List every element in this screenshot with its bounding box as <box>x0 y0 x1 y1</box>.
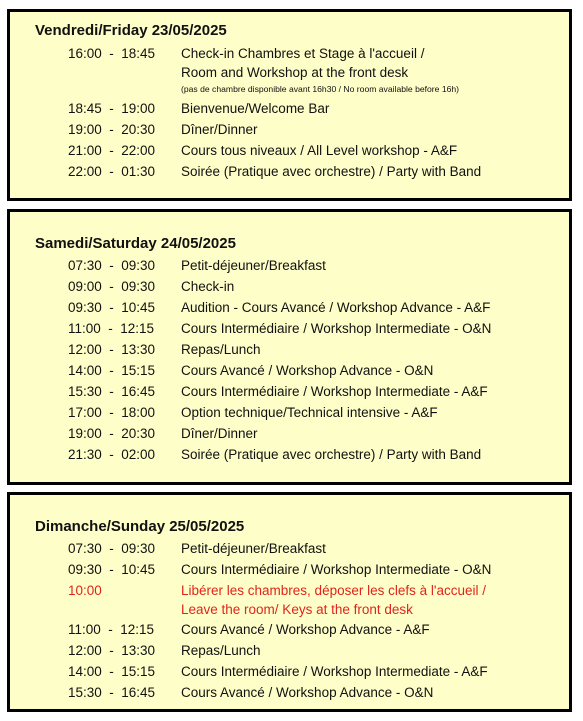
activity: Bienvenue/Welcome Bar <box>181 101 330 116</box>
activity: Audition - Cours Avancé / Workshop Advance - A&F <box>181 300 491 315</box>
time-range: 17:00 - 18:00 <box>68 405 156 420</box>
activity: Repas/Lunch <box>181 342 261 357</box>
day-box-friday <box>7 9 572 201</box>
time-range: 10:00 <box>68 583 102 598</box>
activity-line: Room and Workshop at the front desk <box>181 65 409 80</box>
activity: Cours Avancé / Workshop Advance - A&F <box>181 622 430 637</box>
activity-note: (pas de chambre disponible avant 16h30 / No room available before 16h) <box>181 84 460 94</box>
time-range: 09:00 - 09:30 <box>68 279 156 294</box>
time-range: 14:00 - 15:15 <box>68 363 156 378</box>
time-range: 19:00 - 20:30 <box>68 122 156 137</box>
time-range: 09:30 - 10:45 <box>68 300 156 315</box>
activity: Cours Intermédiaire / Workshop Intermediate - O&N <box>181 321 492 336</box>
time-range: 19:00 - 20:30 <box>68 426 156 441</box>
activity <box>181 45 561 95</box>
time-range: 14:00 - 15:15 <box>68 664 156 679</box>
activity-line: Libérer les chambres, déposer les clefs à l'accueil / <box>181 583 486 598</box>
time-range: 11:00 - 12:15 <box>68 321 155 336</box>
time-range: 16:00 - 18:45 <box>68 46 156 61</box>
activity-line: Leave the room/ Keys at the front desk <box>181 602 413 617</box>
time-range: 11:00 - 12:15 <box>68 622 155 637</box>
day-box-saturday <box>7 209 572 485</box>
day-title: Vendredi/Friday 23/05/2025 <box>35 22 227 39</box>
activity: Dîner/Dinner <box>181 426 258 441</box>
time-range: 07:30 - 09:30 <box>68 541 156 556</box>
time-range: 18:45 - 19:00 <box>68 101 156 116</box>
time-range: 12:00 - 13:30 <box>68 643 156 658</box>
time-range: 22:00 - 01:30 <box>68 164 156 179</box>
time-range: 12:00 - 13:30 <box>68 342 156 357</box>
time-range: 07:30 - 09:30 <box>68 258 156 273</box>
activity: Soirée (Pratique avec orchestre) / Party with Band <box>181 164 482 179</box>
activity-line: Check-in Chambres et Stage à l'accueil / <box>181 46 425 61</box>
activity: Cours Avancé / Workshop Advance - O&N <box>181 685 434 700</box>
activity: Cours Avancé / Workshop Advance - O&N <box>181 363 434 378</box>
activity: Cours Intermédiaire / Workshop Intermediate - A&F <box>181 384 488 399</box>
time-range: 21:00 - 22:00 <box>68 143 156 158</box>
day-box-sunday <box>7 492 572 712</box>
day-title: Samedi/Saturday 24/05/2025 <box>35 235 236 252</box>
activity: Petit-déjeuner/Breakfast <box>181 258 326 273</box>
time-range: 15:30 - 16:45 <box>68 685 156 700</box>
activity: Cours Intermédiaire / Workshop Intermediate - O&N <box>181 562 492 577</box>
activity: Soirée (Pratique avec orchestre) / Party with Band <box>181 447 482 462</box>
activity <box>181 582 561 620</box>
activity: Dîner/Dinner <box>181 122 258 137</box>
time-range: 09:30 - 10:45 <box>68 562 156 577</box>
day-title: Dimanche/Sunday 25/05/2025 <box>35 518 245 535</box>
activity: Petit-déjeuner/Breakfast <box>181 541 326 556</box>
activity: Option technique/Technical intensive - A&F <box>181 405 438 420</box>
activity: Cours tous niveaux / All Level workshop - A&F <box>181 143 458 158</box>
activity: Repas/Lunch <box>181 643 261 658</box>
activity: Cours Intermédiaire / Workshop Intermediate - A&F <box>181 664 488 679</box>
time-range: 15:30 - 16:45 <box>68 384 156 399</box>
activity: Check-in <box>181 279 235 294</box>
time-range: 21:30 - 02:00 <box>68 447 156 462</box>
